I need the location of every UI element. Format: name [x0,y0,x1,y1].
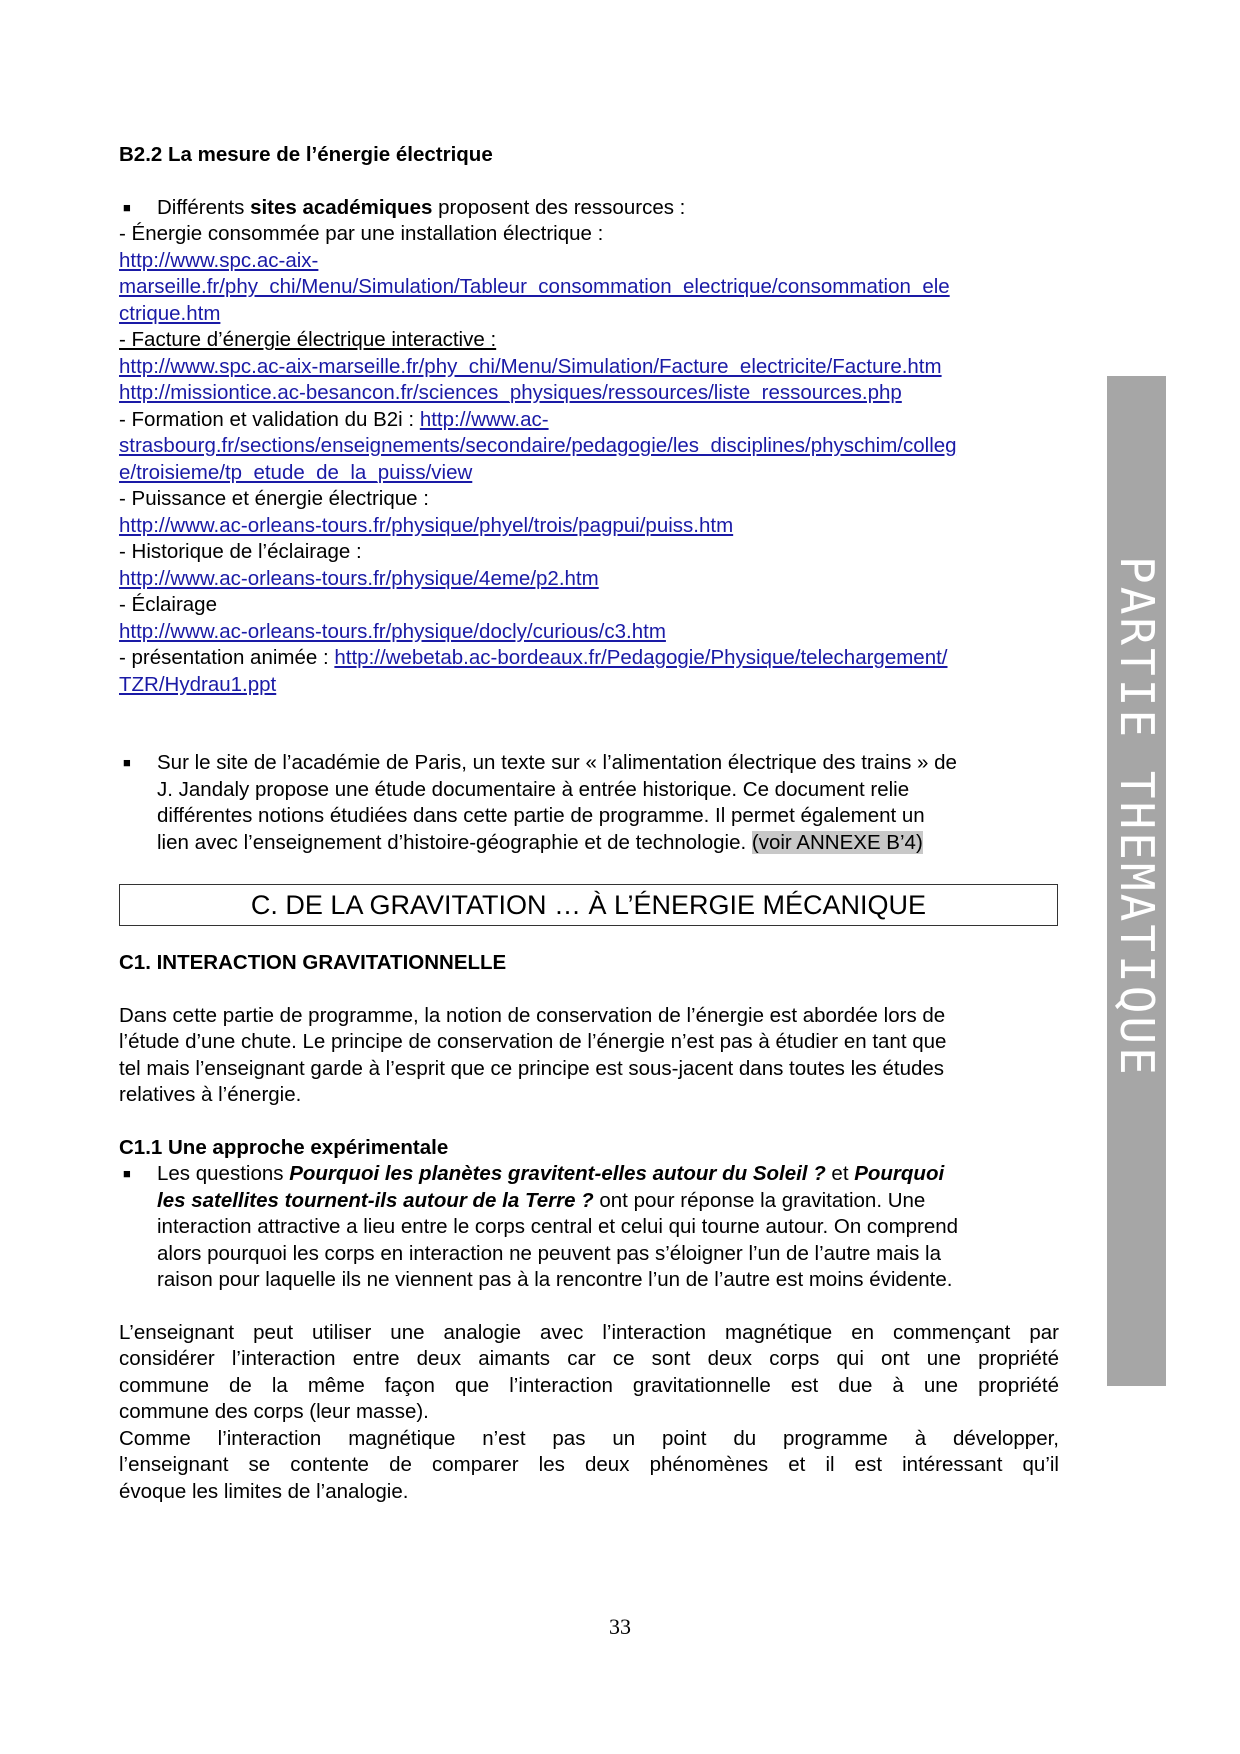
resource-link[interactable]: http://www.ac- [419,407,549,431]
annex-reference-highlight: (voir ANNEXE B’4) [751,830,923,854]
bullet-item-sites: ■ Différents sites académiques proposent des ressources : [119,195,1059,222]
sites-academiques-bold: sites académiques [250,195,433,219]
resource-label: - Énergie consommée par une installation électrique : [119,222,604,245]
resource-link[interactable]: http://www.ac-orleans-tours.fr/physique/4eme/p2.htm [119,566,599,590]
section-heading-c1: C1. INTERACTION GRAVITATIONNELLE [119,951,507,974]
question-planets: Pourquoi les planètes gravitent-elles autour du Soleil ? [289,1162,826,1185]
side-tab-label: PARTIE THEMATIQUE [1110,556,1164,1078]
resource-label: - présentation animée : [119,646,335,669]
section-title-box: C. DE LA GRAVITATION … À L’ÉNERGIE MÉCANIQUE [119,884,1058,926]
section-heading-c11: C1.1 Une approche expérimentale [119,1135,449,1159]
resource-link[interactable]: http://www.spc.ac-aix-marseille.fr/phy_chi/Menu/Simulation/Facture_electricite/Facture.htm [119,354,942,378]
square-bullet-icon: ■ [123,199,131,215]
resource-link[interactable]: http://www.ac-orleans-tours.fr/physique/docly/curious/c3.htm [119,619,666,643]
paragraph-analogy: L’enseignant peut utiliser une analogie avec l’interaction magnétique en commençant par considérer l’interaction entre deux aimants car ce sont deux corps qui ont une propriété commune de la même façon que l’interaction gravitationnelle est due à une propriété commune des corps (leur masse). Comme l’interaction magnétique n’est pas un point du programme à développer, l’enseignant se contente de comparer les deux phénomènes et il est intéressant qu’il évoque les limites de l’analogie. [119,1320,1059,1503]
resource-label: - Formation et validation du B2i : [119,407,420,431]
resource-link[interactable]: ctrique.htm [119,301,221,325]
resource-link[interactable]: e/troisieme/tp_etude_de_la_puiss/view [119,460,473,484]
bullet-item-paris: ■ Sur le site de l’académie de Paris, un texte sur « l’alimentation électrique des trains » de J. Jandaly propose une étude documentaire à entrée historique. Ce document relie différentes notions étudiées dans cette partie de programme. Il permet également un lien avec l’enseignement d’histoire-géographie et de technologie. (voir ANNEXE B’4) [123,751,957,854]
resource-link[interactable]: http://webetab.ac-bordeaux.fr/Pedagogie/Physique/telechargement/ [334,646,948,669]
resource-label: - Éclairage [119,593,217,616]
page-content [119,142,1059,1505]
resource-label: - Facture d’énergie électrique interactive : [119,328,497,351]
square-bullet-icon: ■ [123,755,131,770]
resource-link[interactable]: http://missiontice.ac-besancon.fr/sciences_physiques/ressources/liste_ressources.php [119,381,902,404]
square-bullet-icon: ■ [123,1166,131,1181]
bullet-item-questions: ■ Les questions Pourquoi les planètes gravitent-elles autour du Soleil ? et Pourquoi les satellites tournent-ils autour de la Terre ? ont pour réponse la gravitation. Une interaction attractive a lieu entre le corps central et celui qui tourne autour. On comprend alors pourquoi les corps en interaction ne peuvent pas s’éloigner l’un de l’autre mais la raison pour laquelle ils ne viennent pas à la rencontre l’un de l’autre est moins évidente. [123,1162,959,1291]
resource-label: - Puissance et énergie électrique : [119,487,429,510]
resource-label: - Historique de l’éclairage : [119,540,362,563]
resource-link[interactable]: TZR/Hydrau1.ppt [119,672,277,696]
resource-link[interactable]: strasbourg.fr/sections/enseignements/secondaire/pedagogie/les_disciplines/physchim/colleg [119,434,957,457]
section-heading-b22: B2.2 La mesure de l’énergie électrique [119,143,493,166]
question-satellites: les satellites tournent-ils autour de la Terre ? [157,1188,594,1212]
resource-link[interactable]: http://www.spc.ac-aix- [119,248,319,272]
paragraph-c1: Dans cette partie de programme, la notion de conservation de l’énergie est abordée lors de l’étude d’une chute. Le principe de conservation de l’énergie n’est pas à étudier en tant que tel mais l’enseignant garde à l’esprit que ce principe est sous-jacent dans toutes les études relatives à l’énergie. [119,1003,947,1106]
resource-link[interactable]: http://www.ac-orleans-tours.fr/physique/phyel/trois/pagpui/puiss.htm [119,513,734,537]
side-tab-partie-thematique [1107,376,1166,1386]
page-number: 33 [609,1614,631,1639]
resource-link[interactable]: marseille.fr/phy_chi/Menu/Simulation/Tableur_consommation_electrique/consommation_ele [119,275,950,298]
